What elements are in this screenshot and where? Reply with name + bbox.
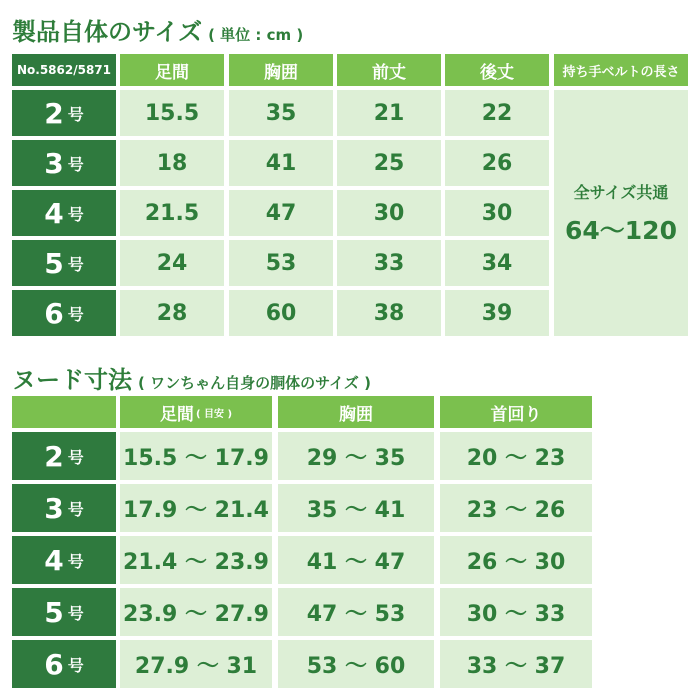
nude-size-label-2: 2 号 bbox=[12, 432, 116, 480]
table-cell: 20 〜 23 bbox=[440, 432, 592, 480]
table-cell: 35 〜 41 bbox=[278, 484, 434, 532]
table-cell: 53 〜 60 bbox=[278, 640, 434, 688]
table-cell: 39 bbox=[445, 290, 549, 336]
table-cell: 60 bbox=[229, 290, 333, 336]
header-chest: 胸囲 bbox=[229, 54, 333, 86]
size-label-6: 6 号 bbox=[12, 290, 116, 336]
table-cell: 27.9 〜 31 bbox=[120, 640, 272, 688]
table-cell: 33 〜 37 bbox=[440, 640, 592, 688]
table-cell: 18 bbox=[120, 140, 224, 186]
table-cell: 28 bbox=[120, 290, 224, 336]
table-cell: 47 bbox=[229, 190, 333, 236]
belt-value: 64〜120 bbox=[565, 215, 677, 245]
size-label-2: 2 号 bbox=[12, 90, 116, 136]
table-cell: 23.9 〜 27.9 bbox=[120, 588, 272, 636]
header-leg-span: 足間 bbox=[120, 54, 224, 86]
table-cell: 22 bbox=[445, 90, 549, 136]
size-label-4: 4 号 bbox=[12, 190, 116, 236]
table-cell: 53 bbox=[229, 240, 333, 286]
table-cell: 26 bbox=[445, 140, 549, 186]
table-cell: 25 bbox=[337, 140, 441, 186]
size-label-3: 3 号 bbox=[12, 140, 116, 186]
header-front-length: 前丈 bbox=[337, 54, 441, 86]
table-cell: 21 bbox=[337, 90, 441, 136]
nude-size-label-6: 6 号 bbox=[12, 640, 116, 688]
table-cell: 41 〜 47 bbox=[278, 536, 434, 584]
table-cell: 33 bbox=[337, 240, 441, 286]
header-back-length: 後丈 bbox=[445, 54, 549, 86]
table-cell: 34 bbox=[445, 240, 549, 286]
size-label-5: 5 号 bbox=[12, 240, 116, 286]
model-number-header: No.5862/5871 bbox=[12, 54, 116, 86]
nude-size-title bbox=[12, 360, 371, 395]
product-size-heading: 製品自体のサイズ bbox=[12, 18, 203, 46]
table-cell: 23 〜 26 bbox=[440, 484, 592, 532]
nude-header-blank bbox=[12, 396, 116, 428]
nude-header-chest: 胸囲 bbox=[278, 396, 434, 428]
table-cell: 21.5 bbox=[120, 190, 224, 236]
table-cell: 47 〜 53 bbox=[278, 588, 434, 636]
table-cell: 26 〜 30 bbox=[440, 536, 592, 584]
table-cell: 15.5 bbox=[120, 90, 224, 136]
nude-size-label-5: 5 号 bbox=[12, 588, 116, 636]
nude-header-neck: 首回り bbox=[440, 396, 592, 428]
nude-size-heading: ヌード寸法 bbox=[12, 366, 132, 394]
unit-note: ( 単位 : cm ) bbox=[208, 26, 304, 44]
table-cell: 29 〜 35 bbox=[278, 432, 434, 480]
nude-size-label-3: 3 号 bbox=[12, 484, 116, 532]
nude-header-note: ( 目安 ) bbox=[195, 408, 233, 420]
nude-size-label-4: 4 号 bbox=[12, 536, 116, 584]
belt-note: 全サイズ共通 bbox=[573, 182, 669, 202]
table-cell: 38 bbox=[337, 290, 441, 336]
header-belt-length: 持ち手ベルトの長さ bbox=[554, 54, 688, 86]
nude-sub-note: ( ワンちゃん自身の胴体のサイズ ) bbox=[138, 374, 371, 392]
table-cell: 41 bbox=[229, 140, 333, 186]
table-cell: 21.4 〜 23.9 bbox=[120, 536, 272, 584]
table-cell: 24 bbox=[120, 240, 224, 286]
table-cell: 15.5 〜 17.9 bbox=[120, 432, 272, 480]
table-cell: 30 bbox=[445, 190, 549, 236]
table-cell: 35 bbox=[229, 90, 333, 136]
table-cell: 30 bbox=[337, 190, 441, 236]
product-size-title bbox=[12, 12, 303, 47]
belt-length-cell bbox=[554, 90, 688, 336]
nude-header-leg-span: 足間 ( 目安 ) bbox=[120, 396, 272, 428]
table-cell: 30 〜 33 bbox=[440, 588, 592, 636]
table-cell: 17.9 〜 21.4 bbox=[120, 484, 272, 532]
